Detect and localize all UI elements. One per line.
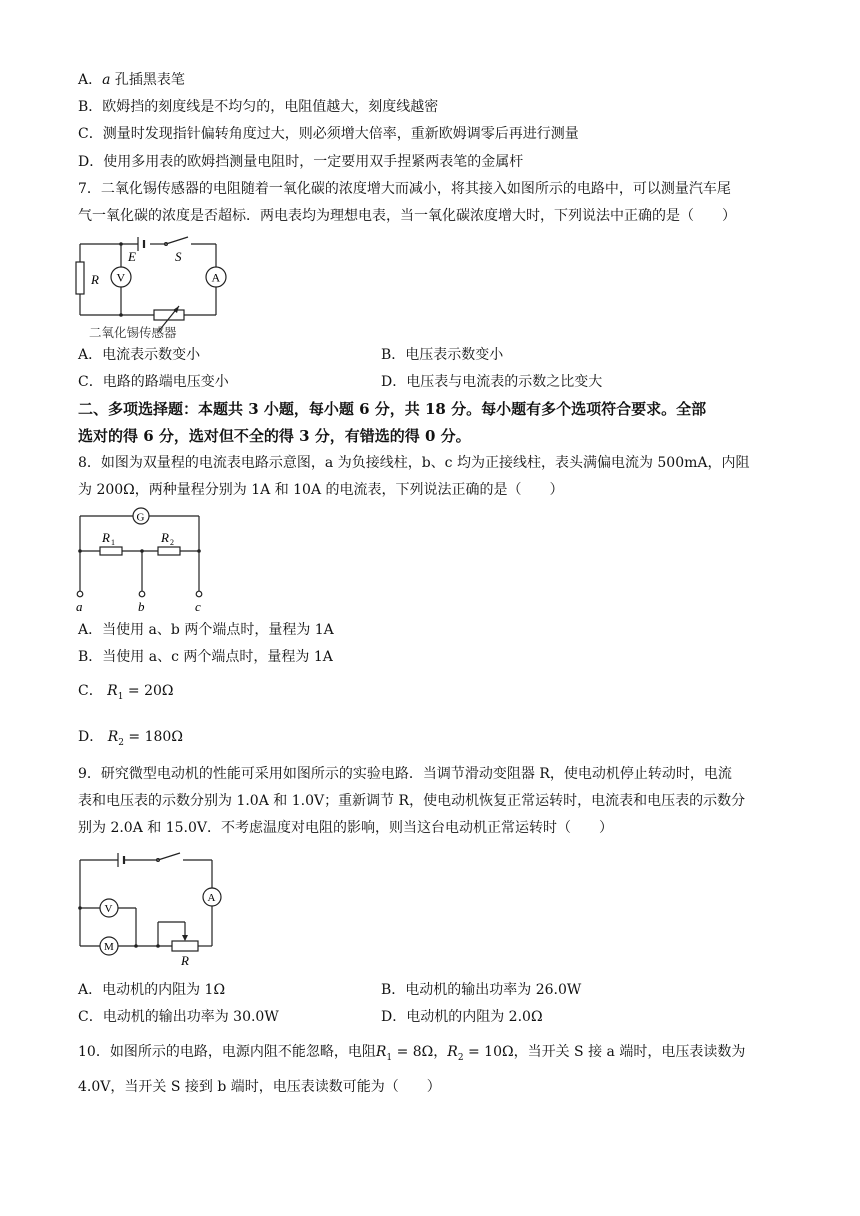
q7-option-b: B．电压表示数变小: [381, 347, 504, 363]
q7-label-r: R: [91, 272, 99, 287]
q9-option-b: B．电动机的输出功率为 26.0W: [381, 982, 582, 998]
q8-stem-line1: 8．如图为双量程的电流表电路示意图，a 为负接线柱，b、c 均为正接线柱，表头满偏电流为 500mA，内阻: [78, 455, 750, 471]
q8-option-b: B．当使用 a、c 两个端点时，量程为 1A: [78, 649, 333, 665]
section2-heading-line2: 选对的得 6 分，选对但不全的得 3 分，有错选的得 0 分。: [78, 427, 471, 445]
q6-option-b: B．欧姆挡的刻度线是不均匀的，电阻值越大，刻度线越密: [78, 99, 439, 115]
q9-label-a: A: [207, 892, 216, 904]
q7-option-d: D．电压表与电流表的示数之比变大: [381, 374, 603, 390]
q8-label-r1: R: [102, 530, 110, 545]
q9-circuit-diagram: [76, 850, 236, 970]
q7-option-c: C．电路的路端电压变小: [78, 374, 229, 390]
q7-stem-line2: 气一氧化碳的浓度是否超标．两电表均为理想电表，当一氧化碳浓度增大时，下列说法中正确的是（ ）: [78, 208, 736, 224]
q8-label-g: G: [136, 511, 145, 524]
q10-stem-line2: 4.0V，当开关 S 接到 b 端时，电压表读数可能为（ ）: [78, 1079, 441, 1095]
q8-label-r1-sub: 1: [111, 538, 115, 547]
q8-terminal-a: a: [76, 599, 83, 614]
q9-stem-line2: 表和电压表的示数分别为 1.0A 和 1.0V；重新调节 R，使电动机恢复正常运转时，电流表和电压表的示数分: [78, 793, 746, 809]
q8-stem-line2: 为 200Ω，两种量程分别为 1A 和 10A 的电流表，下列说法正确的是（ ）: [78, 482, 564, 498]
q9-stem-line3: 别为 2.0A 和 15.0V．不考虑温度对电阻的影响，则当这台电动机正常运转时（ ）: [78, 820, 614, 836]
q8-label-r2-sub: 2: [170, 538, 174, 547]
section2-heading-line1: 二、多项选择题：本题共 3 小题，每小题 6 分，共 18 分。每小题有多个选项符合要求。全部: [78, 400, 707, 418]
q8-terminal-b: b: [138, 599, 145, 614]
q9-option-c: C．电动机的输出功率为 30.0W: [78, 1009, 279, 1025]
q7-stem-line1: 7．二氧化锡传感器的电阻随着一氧化碳的浓度增大而减小，将其接入如图所示的电路中，可以测量汽车尾: [78, 181, 731, 197]
q7-label-e: E: [128, 249, 136, 264]
q8-option-c: C． $R_1 = 20\Omega$: [78, 683, 174, 702]
q9-label-v: V: [104, 903, 113, 915]
q7-label-a: A: [211, 270, 221, 285]
q6-option-a: A．a 孔插黑表笔: [78, 72, 185, 88]
q9-option-a: A．电动机的内阻为 1Ω: [78, 982, 226, 998]
q8-label-r2: R: [161, 530, 169, 545]
q6-option-d: D．使用多用表的欧姆挡测量电阻时，一定要用双手捏紧两表笔的金属杆: [78, 154, 524, 170]
q9-label-m: M: [104, 941, 114, 953]
q9-stem-line1: 9．研究微型电动机的性能可采用如图所示的实验电路．当调节滑动变阻器 R，使电动机停止转动时，电流: [78, 766, 732, 782]
q10-stem-line1: 10．如图所示的电路，电源内阻不能忽略，电阻$R_1 = 8\Omega$，$R_2 = 10\Omega$，当开关 S 接 a 端时，电压表读数为: [78, 1044, 746, 1063]
q7-circuit-diagram: [76, 234, 236, 344]
q6-option-c: C．测量时发现指针偏转角度过大，则必须增大倍率，重新欧姆调零后再进行测量: [78, 126, 579, 142]
q8-option-a: A．当使用 a、b 两个端点时，量程为 1A: [78, 622, 334, 638]
q8-circuit-diagram: [76, 504, 211, 614]
q9-label-r: R: [181, 953, 189, 968]
q7-label-s: S: [175, 249, 182, 264]
q8-option-d: D． $R_2 = 180\Omega$: [78, 729, 183, 748]
q7-label-v: V: [116, 270, 126, 285]
q7-sensor-label: 二氧化锡传感器: [89, 326, 177, 340]
q7-option-a: A．电流表示数变小: [78, 347, 201, 363]
q9-option-d: D．电动机的内阻为 2.0Ω: [381, 1009, 543, 1025]
q8-terminal-c: c: [195, 599, 201, 614]
